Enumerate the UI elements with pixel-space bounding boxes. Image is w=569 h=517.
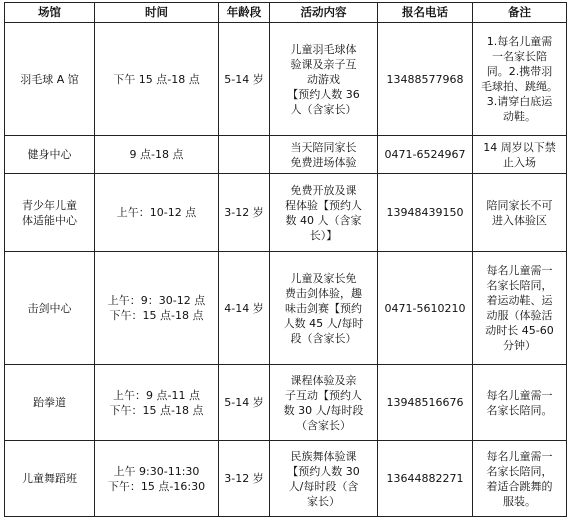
header-time: 时间 bbox=[95, 3, 219, 23]
venue-cell: 跆拳道 bbox=[5, 365, 95, 441]
header-activity: 活动内容 bbox=[270, 3, 378, 23]
age-cell: 3-12 岁 bbox=[219, 174, 270, 252]
age-cell: 4-14 岁 bbox=[219, 252, 270, 365]
table-row bbox=[5, 136, 567, 174]
age-cell: 5-14 岁 bbox=[219, 23, 270, 136]
activity-cell: 儿童及家长免 费击剑体验，趣 味击剑赛【预约 人数 45 人/每时 段（含家长） bbox=[270, 252, 378, 365]
time-cell: 下午 15 点-18 点 bbox=[95, 23, 219, 136]
phone-cell: 13948439150 bbox=[378, 174, 473, 252]
time-cell: 9 点-18 点 bbox=[95, 136, 219, 174]
activity-cell: 免费开放及课 程体验【预约人 数 40 人（含家 长）】 bbox=[270, 174, 378, 252]
phone-cell: 13644882271 bbox=[378, 441, 473, 517]
note-cell: 每名儿童需一 名家长陪同。 bbox=[473, 365, 567, 441]
phone-cell: 13488577968 bbox=[378, 23, 473, 136]
header-note: 备注 bbox=[473, 3, 567, 23]
time-cell: 上午：9：30-12 点 下午：15 点-18 点 bbox=[95, 252, 219, 365]
activity-schedule-table bbox=[4, 2, 567, 517]
table-row bbox=[5, 23, 567, 136]
time-cell: 上午：9 点-11 点 下午：15 点-18 点 bbox=[95, 365, 219, 441]
venue-cell: 健身中心 bbox=[5, 136, 95, 174]
phone-cell: 13948516676 bbox=[378, 365, 473, 441]
note-cell: 每名儿童需一 名家长陪同， 着运动鞋、运 动服（体验活 动时长 45-60 分钟） bbox=[473, 252, 567, 365]
activity-cell: 民族舞体验课 【预约人数 30 人/每时段（含 家长） bbox=[270, 441, 378, 517]
time-cell: 上午 9:30-11:30 下午：15 点-16:30 bbox=[95, 441, 219, 517]
age-cell: 5-14 岁 bbox=[219, 365, 270, 441]
activity-cell: 课程体验及亲 子互动【预约人 数 30 人/每时段 （含家长） bbox=[270, 365, 378, 441]
venue-cell: 羽毛球 A 馆 bbox=[5, 23, 95, 136]
venue-cell: 青少年儿童 体适能中心 bbox=[5, 174, 95, 252]
header-phone: 报名电话 bbox=[378, 3, 473, 23]
table-header-row bbox=[5, 3, 567, 23]
activity-cell: 儿童羽毛球体 验课及亲子互 动游戏 【预约人数 36 人（含家长） bbox=[270, 23, 378, 136]
age-cell bbox=[219, 136, 270, 174]
activity-cell: 当天陪同家长 免费进场体验 bbox=[270, 136, 378, 174]
venue-cell: 击剑中心 bbox=[5, 252, 95, 365]
note-cell: 陪同家长不可 进入体验区 bbox=[473, 174, 567, 252]
note-cell: 每名儿童需一 名家长陪同， 着适合跳舞的 服装。 bbox=[473, 441, 567, 517]
table-row bbox=[5, 365, 567, 441]
time-cell: 上午：10-12 点 bbox=[95, 174, 219, 252]
age-cell: 3-12 岁 bbox=[219, 441, 270, 517]
phone-cell: 0471-5610210 bbox=[378, 252, 473, 365]
note-cell: 14 周岁以下禁 止入场 bbox=[473, 136, 567, 174]
table-row bbox=[5, 174, 567, 252]
phone-cell: 0471-6524967 bbox=[378, 136, 473, 174]
venue-cell: 儿童舞蹈班 bbox=[5, 441, 95, 517]
table-row bbox=[5, 252, 567, 365]
header-venue: 场馆 bbox=[5, 3, 95, 23]
header-age: 年龄段 bbox=[219, 3, 270, 23]
table-row bbox=[5, 441, 567, 517]
note-cell: 1.每名儿童需 一名家长陪 同。2.携带羽 毛球拍、跳绳。 3.请穿白底运 动鞋。 bbox=[473, 23, 567, 136]
